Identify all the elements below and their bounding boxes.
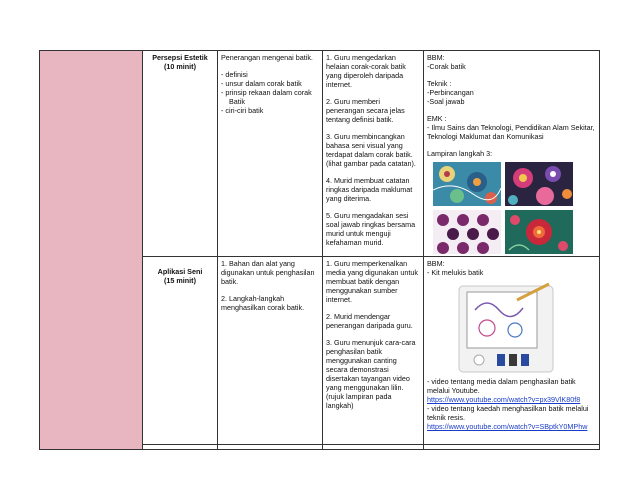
batik-image-grid	[433, 162, 596, 254]
content-item: - definisi	[221, 70, 248, 79]
youtube-link-1[interactable]: https://www.youtube.com/watch?v=px39VlK80f8	[427, 395, 581, 404]
activity-time: (10 minit)	[164, 62, 196, 71]
batik-pink-floral-image	[505, 162, 573, 206]
content-cell	[218, 257, 323, 445]
step-text: 3. Guru menunjuk cara-cara penghasilan batik menggunakan canting secara demonstrasi disertakan tayangan video yang menggunakan lilin. (rujuk lampiran pada langkah)	[326, 338, 416, 410]
step-text: 2. Guru memberi penerangan secara jelas tentang definisi batik.	[326, 97, 405, 124]
bbm-label: BBM:	[427, 53, 445, 62]
step-text: 5. Guru mengadakan sesi soal jawab ringkas bersama murid untuk menguji kefahaman murid.	[326, 211, 416, 247]
youtube-link-2[interactable]: https://www.youtube.com/watch?v=SBptkY0MPhw	[427, 422, 588, 431]
content-paragraph: 2. Langkah-langkah menghasilkan corak batik.	[221, 294, 305, 312]
batik-kit-image	[457, 280, 555, 375]
activity-cell	[143, 51, 218, 257]
step-text: 4. Murid membuat catatan ringkas daripada maklumat yang diterima.	[326, 176, 413, 203]
steps-cell	[323, 257, 424, 445]
content-cell	[218, 51, 323, 257]
lesson-plan-table	[39, 50, 600, 450]
side-column	[40, 51, 143, 450]
step-text: 3. Guru membincangkan bahasa seni visual yang terdapat dalam corak batik. (lihat gambar pada catatan).	[326, 132, 416, 168]
emk-label: EMK :	[427, 114, 447, 123]
emk-text: - Ilmu Sains dan Teknologi, Pendidikan Alam Sekitar, Teknologi Maklumat dan Komunikasi	[427, 123, 595, 141]
teknik-item: -Perbincangan	[427, 88, 474, 97]
lampiran-label: Lampiran langkah 3:	[427, 149, 493, 158]
notes-cell	[424, 257, 600, 445]
activity-cell	[143, 257, 218, 445]
content-item: - prinsip rekaan dalam corak	[221, 88, 312, 97]
step-text: 1. Guru memperkenalkan media yang digunakan untuk membuat batik dengan menggunakan sumber internet.	[326, 259, 418, 304]
content-item: Batik	[229, 97, 245, 106]
bbm-label: BBM:	[427, 259, 445, 268]
video-desc-2: - video tentang kaedah menghasilkan batik melalui teknik resis.	[427, 404, 589, 422]
batik-red-floral-image	[505, 210, 573, 254]
content-item: - ciri-ciri batik	[221, 106, 264, 115]
step-text: 1. Guru mengedarkan helaian corak-corak batik yang diperoleh daripada internet.	[326, 53, 406, 89]
teknik-item: -Soal jawab	[427, 97, 465, 106]
video-desc-1: - video tentang media dalam penghasilan batik melalui Youtube.	[427, 377, 576, 395]
activity-title: Aplikasi Seni	[157, 267, 203, 276]
teknik-label: Teknik :	[427, 79, 452, 88]
steps-cell	[323, 51, 424, 257]
content-paragraph: 1. Bahan dan alat yang digunakan untuk penghasilan batik.	[221, 259, 315, 286]
bbm-item: - Kit melukis batik	[427, 268, 484, 277]
step-text: 2. Murid mendengar penerangan daripada guru.	[326, 312, 413, 330]
activity-title: Persepsi Estetik	[152, 53, 208, 62]
activity-time: (15 minit)	[164, 276, 196, 285]
batik-blue-floral-image	[433, 162, 501, 206]
table-row	[40, 51, 600, 257]
notes-cell	[424, 51, 600, 257]
batik-purple-geometric-image	[433, 210, 501, 254]
bbm-item: -Corak batik	[427, 62, 466, 71]
content-item: - unsur dalam corak batik	[221, 79, 302, 88]
content-intro: Penerangan mengenai batik.	[221, 53, 313, 62]
